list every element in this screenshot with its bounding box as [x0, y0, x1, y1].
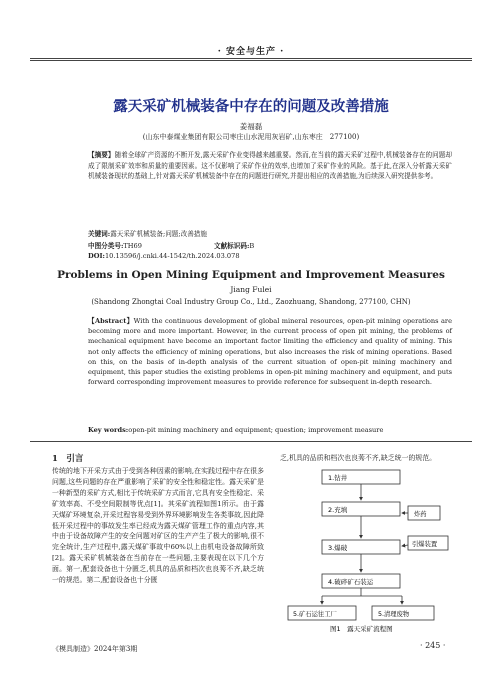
- side-label-detonator: 引爆装置: [412, 541, 438, 548]
- doi-value: 10.13596/j.cnki.44-1542/th.2024.03.078: [104, 252, 240, 260]
- clc-label: 中图分类号:: [88, 242, 124, 250]
- affiliation-cn: (山东中泰煤业集团有限公司枣庄山水泥用灰岩矿,山东枣庄 277100): [142, 133, 360, 141]
- flow-step-label: 5.清理废物: [378, 611, 410, 618]
- flow-step-label: 5.矿石运往工厂: [293, 611, 337, 618]
- flow-step-label: 2.充填: [328, 506, 348, 514]
- title-cn: 露天采矿机械装备中存在的问题及改善措施: [113, 99, 389, 115]
- doc-code-value: B: [249, 242, 255, 250]
- section-divider: [30, 441, 472, 442]
- section-tag: · 安全与生产 ·: [217, 47, 285, 57]
- intro-text: 传统的地下开采方式由于受到各种因素的影响,在实践过程中存在很多问题,这些问题的存在严重影响了采矿的安全性和稳定性。露天采矿是一种新型的采矿方式,相比于传统采矿方式而言,它具有安全性稳定、采矿效率高、不受空间限制等优点[1]。其采矿流程如图1所示。由于露天煤矿环境复杂,开采过程容易受到外界环境影响发生各类事故,因此降低开采过程中的事故发生率已经成为露天煤矿管理工作的重点内容,其中由于设备故障产生的安全问题对矿区的生产产生了极大的影响,很不完全统计,生产过程中,露天煤矿事故中60%以上由机电设备故障所致[2]。露天采矿机械装备在当前存在一些问题,主要表现在以下几个方面。第一,配套设备也十分匮乏,机具的品质和档次也良莠不齐,缺乏统一的规范。第二,配套设备也十分匮: [52, 467, 264, 585]
- figure-caption: 图1 露天采矿流程图: [330, 625, 393, 633]
- doc-code-label: 文献标识码:: [214, 242, 250, 250]
- author-en: Jiang Fulei: [230, 285, 272, 294]
- flow-step-label: 1.钻井: [328, 474, 348, 482]
- abstract-en-text: With the continuous development of global mineral resources, open-pit mining operations are becoming more and more important. However, in the current process of open pit mining, the problems of mechanical equipment have become an important factor limiting the efficiency and quality of mining. This not only affects the efficiency of mining operations, but also increases the risk of mining operations. Based on this, on the basis of in-depth analysis of the current situation of open-pit mining machinery and equipment, this paper studies the existing problems in open-pit mining machinery and equipment, and puts forward corresponding improvement measures to provide reference for subsequent in-depth research.: [88, 317, 452, 387]
- author-cn: 姜福磊: [239, 122, 263, 131]
- flow-arrow: [402, 545, 408, 546]
- right-column-text: 乏,机具的品质和档次也良莠不齐,缺乏统一的规范。: [280, 454, 436, 462]
- keywords-cn-label: 关键词:: [88, 230, 111, 238]
- keywords-cn: [88, 228, 452, 238]
- keywords-en-label: Key words:: [88, 426, 129, 434]
- top-rule-thin: [30, 60, 472, 61]
- keywords-en-text: open-pit mining machinery and equipment; question; improvement measure: [128, 426, 384, 434]
- abstract-en-label: 【Abstract】: [88, 317, 134, 325]
- abstract-cn-label: 【摘要】: [88, 151, 115, 159]
- flow-step-label: 3.爆破: [328, 544, 348, 552]
- abstract-cn-text: 随着全球矿产资源的不断开发,露天采矿作业变得越来越重要。然而,在当前的露天采矿过程中,机械装备存在的问题却成了限制采矿效率和质量的重要因素。这不仅影响了采矿作业的效率,也增加了采矿作业的风险。基于此,在深入分析露天采矿机械装备现状的基础上,针对露天采矿机械装备中存在的问题进行研究,并提出相应的改善措施,为后续深入研究提供参考。: [88, 151, 452, 181]
- affiliation-en: (Shandong Zhongtai Coal Industry Group Co., Ltd., Zaozhuang, Shandong, 277100, CHN): [91, 298, 411, 306]
- side-label-explosive: 炸药: [414, 511, 427, 518]
- top-rule: [30, 58, 472, 59]
- classification-row: [88, 240, 452, 250]
- flow-step-label: 4.破碎矿石装运: [328, 578, 374, 586]
- clc-value: TH69: [123, 242, 142, 250]
- journal-footer: 《模具制造》2024年第3期: [52, 645, 138, 653]
- doi-label: DOI:: [88, 252, 105, 260]
- abstract-en: [88, 316, 452, 387]
- doi: [88, 252, 240, 260]
- mining-flowchart: [284, 466, 454, 634]
- intro-heading: 1 引言: [52, 454, 84, 464]
- title-en: Problems in Open Mining Equipment and Improvement Measures: [57, 269, 445, 281]
- keywords-en: [88, 426, 452, 434]
- page-number: · 245 ·: [420, 641, 446, 650]
- abstract-cn: [88, 150, 452, 182]
- keywords-cn-text: 露天采矿机械装备;问题;改善措施: [110, 230, 207, 238]
